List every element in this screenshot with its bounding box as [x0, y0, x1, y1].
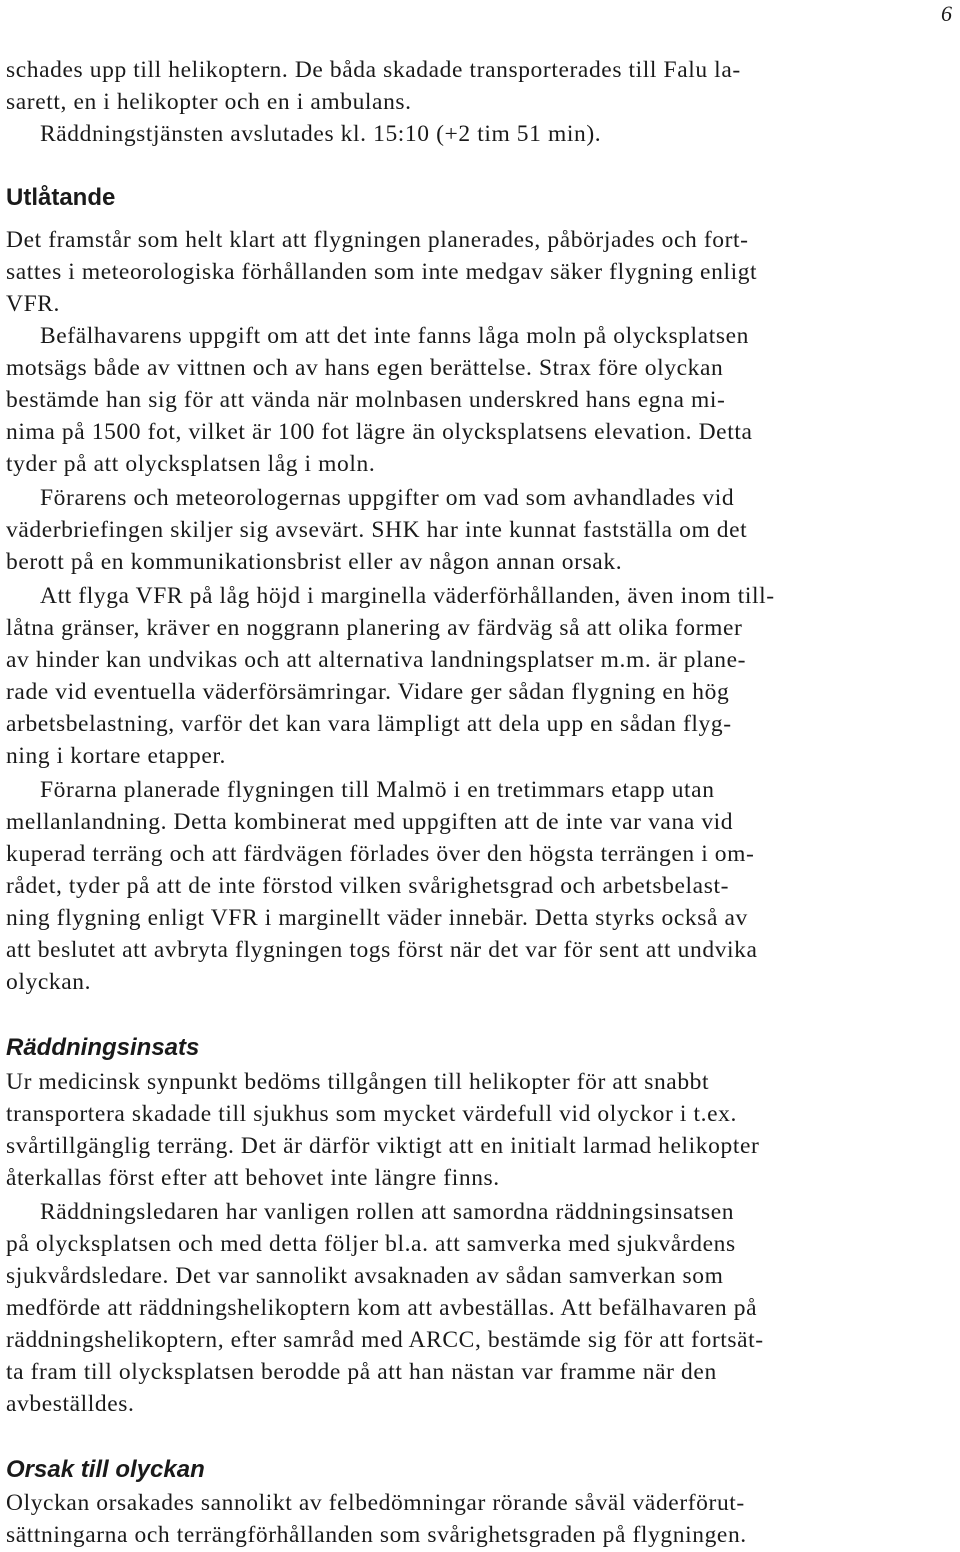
body-text-line: Ur medicinsk synpunkt bedöms tillgången till helikopter för att snabbt: [6, 1069, 710, 1095]
body-text-line: VFR.: [6, 291, 60, 317]
body-text-line: berott på en kommunikationsbrist eller av någon annan orsak.: [6, 549, 623, 575]
body-text-line: kuperad terräng och att färdvägen förlades över den högsta terrängen i om-: [6, 841, 755, 867]
section-heading-orsak: Orsak till olyckan: [6, 1456, 205, 1483]
body-text-line: transportera skadade till sjukhus som mycket värdefull vid olyckor i t.ex.: [6, 1101, 737, 1127]
section-heading-raddningsinsats: Räddningsinsats: [6, 1034, 200, 1061]
body-text-line: bestämde han sig för att vända när molnbasen underskred hans egna mi-: [6, 387, 726, 413]
body-text-line: på olycksplatsen och med detta följer bl.a. att samverka med sjukvårdens: [6, 1231, 736, 1257]
body-text-line: nima på 1500 fot, vilket är 100 fot lägre än olycksplatsens elevation. Detta: [6, 419, 753, 445]
body-text-line: ning i kortare etapper.: [6, 743, 226, 769]
body-text-line: sattes i meteorologiska förhållanden som inte medgav säker flygning enligt: [6, 259, 758, 285]
body-text-line: Det framstår som helt klart att flygningen planerades, påbörjades och fort-: [6, 227, 749, 253]
body-text-line: Befälhavarens uppgift om att det inte fanns låga moln på olycksplatsen: [40, 323, 749, 349]
body-text-line: olyckan.: [6, 969, 92, 995]
body-text-line: Räddningsledaren har vanligen rollen att samordna räddningsinsatsen: [40, 1199, 735, 1225]
body-text-line: ta fram till olycksplatsen berodde på att han nästan var framme när den: [6, 1359, 717, 1385]
body-text-line: att beslutet att avbryta flygningen togs först när det var för sent att undvika: [6, 937, 758, 963]
body-text-line: motsägs både av vittnen och av hans egen berättelse. Strax före olyckan: [6, 355, 724, 381]
body-text-line: Olyckan orsakades sannolikt av felbedömningar rörande såväl väderförut-: [6, 1490, 745, 1516]
body-text-line: arbetsbelastning, varför det kan vara lämpligt att dela upp en sådan flyg-: [6, 711, 732, 737]
body-text-line: av hinder kan undvikas och att alternativa landningsplatser m.m. är plane-: [6, 647, 747, 673]
body-text-line: ning flygning enligt VFR i marginellt väder innebär. Detta styrks också av: [6, 905, 748, 931]
body-text-line: sättningarna och terrängförhållanden som svårighetsgraden på flygningen.: [6, 1522, 747, 1548]
body-text-line: avbeställdes.: [6, 1391, 135, 1417]
section-heading-utlatande: Utlåtande: [6, 184, 116, 211]
body-text-line: väderbriefingen skiljer sig avsevärt. SHK har inte kunnat fastställa om det: [6, 517, 748, 543]
body-text-line: låtna gränser, kräver en noggrann planering av färdväg så att olika former: [6, 615, 743, 641]
body-text-line: mellanlandning. Detta kombinerat med uppgiften att de inte var vana vid: [6, 809, 734, 835]
body-text-line: Förarens och meteorologernas uppgifter om vad som avhandlades vid: [40, 485, 735, 511]
body-text-line: rådet, tyder på att de inte förstod vilken svårighetsgrad och arbetsbelast-: [6, 873, 729, 899]
page-number: 6: [941, 1, 952, 26]
body-text-line: Förarna planerade flygningen till Malmö i en tretimmars etapp utan: [40, 777, 715, 803]
body-text-line: svårtillgänglig terräng. Det är därför viktigt att en initialt larmad helikopter: [6, 1133, 760, 1159]
body-text-line: Att flyga VFR på låg höjd i marginella väderförhållanden, även inom till-: [40, 583, 775, 609]
body-text-line: Räddningstjänsten avslutades kl. 15:10 (+2 tim 51 min).: [40, 121, 602, 147]
body-text-line: återkallas först efter att behovet inte längre finns.: [6, 1165, 500, 1191]
body-text-line: sarett, en i helikopter och en i ambulans.: [6, 89, 412, 115]
body-text-line: tyder på att olycksplatsen låg i moln.: [6, 451, 376, 477]
body-text-line: schades upp till helikoptern. De båda skadade transporterades till Falu la-: [6, 57, 741, 83]
body-text-line: sjukvårdsledare. Det var sannolikt avsaknaden av sådan samverkan som: [6, 1263, 724, 1289]
body-text-line: medförde att räddningshelikoptern kom att avbeställas. Att befälhavaren på: [6, 1295, 758, 1321]
body-text-line: rade vid eventuella väderförsämringar. Vidare ger sådan flygning en hög: [6, 679, 730, 705]
body-text-line: räddningshelikoptern, efter samråd med ARCC, bestämde sig för att fortsät-: [6, 1327, 764, 1353]
